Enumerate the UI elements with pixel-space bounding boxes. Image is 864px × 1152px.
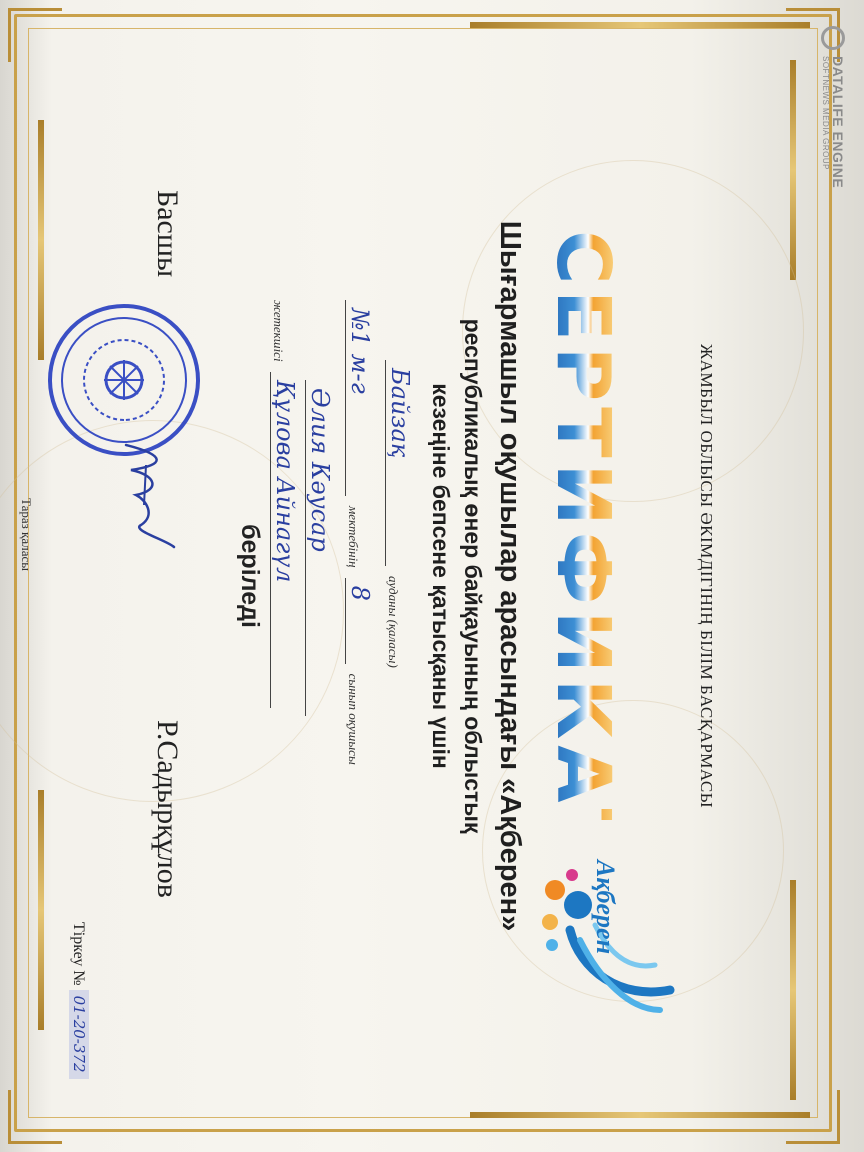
registration-number bbox=[69, 922, 88, 1079]
akberen-logo bbox=[530, 860, 690, 1030]
student-row bbox=[305, 380, 334, 716]
student-value: Әлия Кәусар bbox=[305, 380, 334, 716]
body-line-2: республикалық өнер байқауының облыстық bbox=[460, 318, 486, 834]
watermark-logo-icon bbox=[822, 26, 846, 50]
watermark-title: DATALIFE ENGINE bbox=[830, 56, 846, 189]
grade-label: сынып оқушысы bbox=[346, 673, 361, 765]
given-text: беріледі bbox=[236, 524, 264, 628]
teacher-row bbox=[270, 300, 299, 708]
body-line-1: Шығармашыл оқушылар арасындағы «Ақберен» bbox=[494, 220, 526, 932]
registration-label: Тіркеу № bbox=[70, 922, 87, 986]
head-label: Басшы bbox=[151, 190, 184, 278]
registration-value: 01-20-372 bbox=[69, 990, 89, 1079]
watermark-subtitle: SOFTNEWS MEDIA GROUP bbox=[821, 56, 830, 171]
district-label: ауданы (қаласы) bbox=[386, 576, 401, 668]
body-line-3: кезеңіне бепсене қатысқаны үшін bbox=[428, 383, 454, 769]
grade-value: 8 bbox=[345, 578, 374, 664]
school-value: №1 м-г bbox=[345, 300, 374, 496]
signature bbox=[106, 435, 186, 555]
district-row bbox=[385, 360, 414, 668]
head-name: Р.Садырқұлов bbox=[151, 720, 184, 898]
watermark bbox=[821, 26, 846, 188]
issuer-heading: ЖАМБЫЛ ОБЛЫСЫ ӘКІМДІГІНІҢ БІЛІМ БАСҚАРМАСЫ bbox=[697, 343, 716, 809]
teacher-value: Құлова Айнагүл bbox=[270, 372, 299, 708]
akberen-logo-text: Ақберен bbox=[591, 860, 620, 955]
school-row bbox=[345, 300, 374, 765]
teacher-label: жетекшісі bbox=[271, 300, 286, 362]
city-name: Тараз қаласы bbox=[19, 498, 34, 572]
certificate-title: СЕРТИФИКАТ bbox=[540, 230, 626, 866]
district-value: Байзақ bbox=[385, 360, 414, 566]
school-label: мектебінің bbox=[346, 506, 361, 568]
